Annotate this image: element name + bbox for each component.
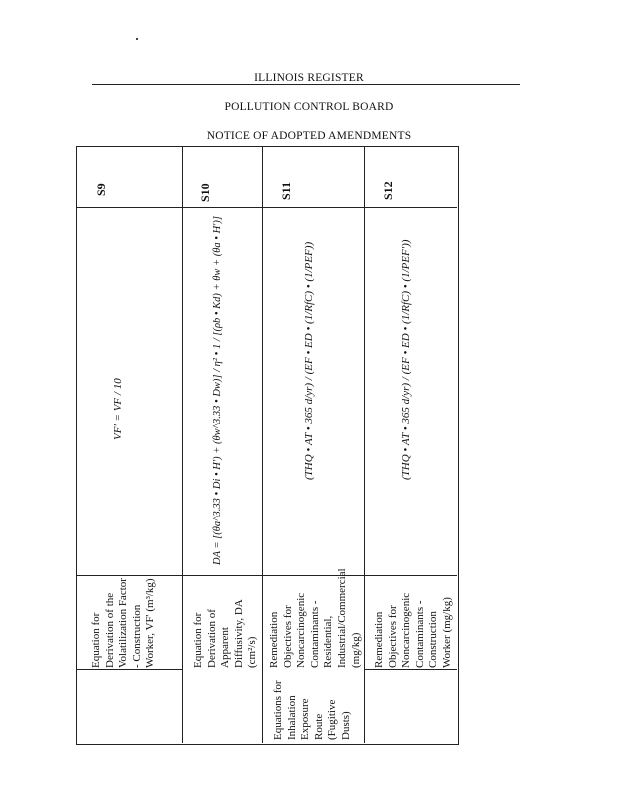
row-divider [76,207,457,208]
row-label-s12: Remediation Objectives for Noncarcinogenic Contaminants - Construction Worker (mg/kg) [373,592,453,668]
row-divider [76,575,457,576]
scan-speck [136,38,138,40]
row-label-s10: Equation for Derivation of Apparent Diffusivity, DA (cm²/s) [192,599,259,668]
board-title: POLLUTION CONTROL BOARD [224,101,394,113]
equation-s10: DA = [(θa^3.33 • Di • H') + (θw^3.33 • Dw)] / η² • 1 / [(ρb • Kd) + θw + (θa • H')] [212,216,223,565]
col-divider [262,146,263,743]
row-id-s10: S10 [198,183,212,202]
row-label-s9: Equation for Derivation of the Volatilization Factor - Construction Worker, VF' (m³/kg) [90,578,157,668]
register-title: ILLINOIS REGISTER [254,72,364,84]
row-divider [76,669,182,670]
row-id-s11: S11 [279,181,293,200]
header-rule [92,84,520,85]
group-label: Equations for Inhalation Exposure Route (Fugitive Dusts) [272,680,352,740]
equation-s11: (THQ • AT • 365 d/yr) / (EF • ED • (1/RfC) • (1/PEF)) [303,241,315,480]
equation-s12: (THQ • AT • 365 d/yr) / (EF • ED • (1/RfC) • (1/PEF')) [400,239,412,480]
row-id-s9: S9 [94,183,108,196]
col-divider [182,146,183,743]
notice-title: NOTICE OF ADOPTED AMENDMENTS [206,130,412,142]
row-divider [364,669,457,670]
row-label-s11: Remediation Objectives for Noncarcinogenic Contaminants - Residential, Industrial/Commercial (mg/kg) [268,568,362,668]
row-id-s12: S12 [381,181,395,200]
equation-s9: VF' = VF / 10 [112,378,124,440]
col-divider [364,146,365,743]
